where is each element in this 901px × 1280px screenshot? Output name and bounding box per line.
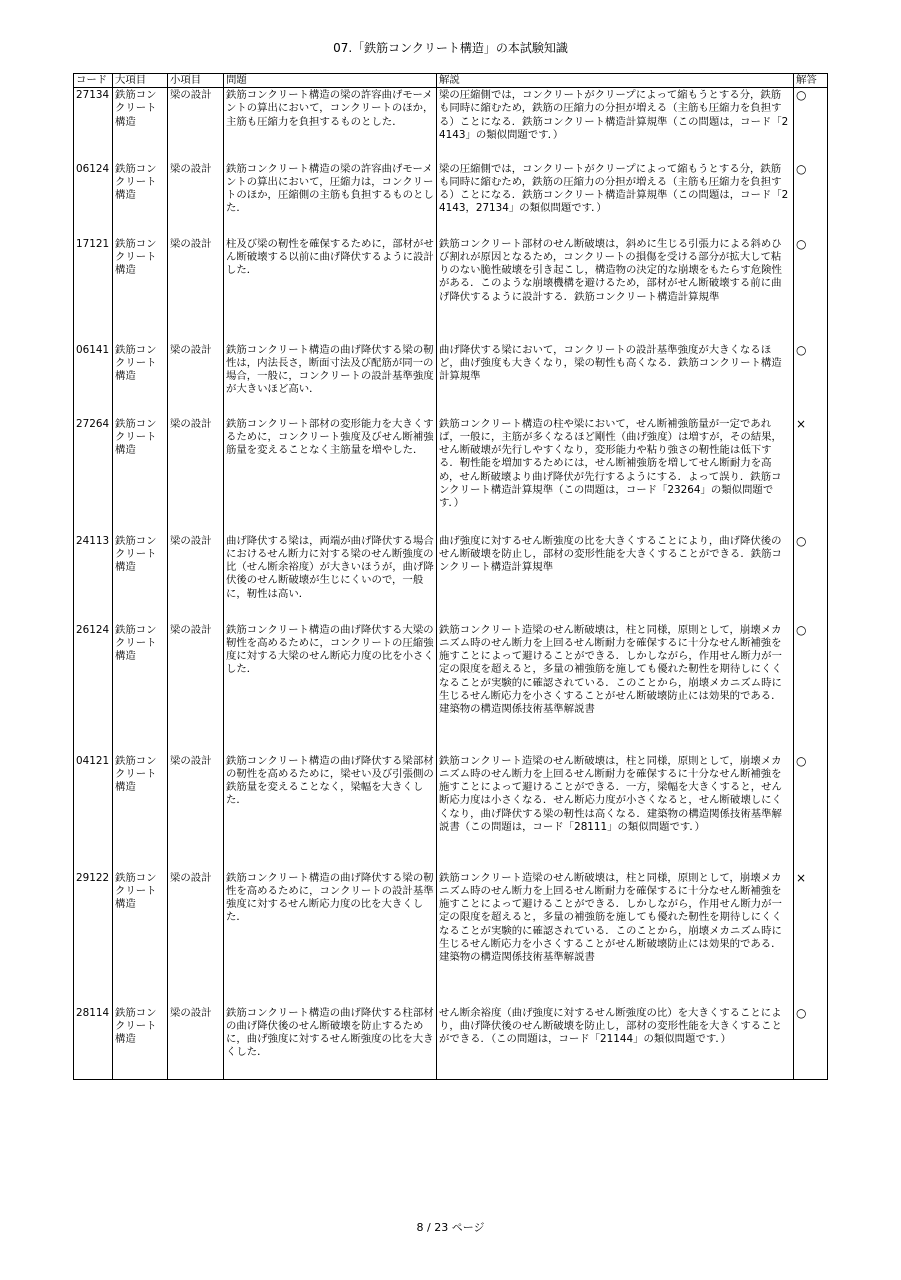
cell-question: 鉄筋コンクリート構造の曲げ降伏する梁の靭性を高めるために，コンクリートの設計基準強度に対するせん断応力度の比を大きくした．	[224, 871, 437, 1006]
cell-major: 鉄筋コンクリート構造	[113, 417, 168, 534]
table-row	[74, 417, 828, 534]
cell-answer: ○	[794, 754, 828, 871]
cell-explanation: 曲げ強度に対するせん断強度の比を大きくすることにより，曲げ降伏後のせん断破壊を防止し，部材の変形性能を大きくすることができる．鉄筋コンクリート構造計算規準	[437, 534, 794, 623]
table-row	[74, 1006, 828, 1080]
table-row	[74, 162, 828, 237]
cell-code: 28114	[74, 1006, 113, 1080]
cell-question: 曲げ降伏する梁は，両端が曲げ降伏する場合におけるせん断力に対する梁のせん断強度の比（せん断余裕度）が大きいほうが，曲げ降伏後のせん断破壊が生じにくいので，一般に，靭性は高い．	[224, 534, 437, 623]
cell-question: 鉄筋コンクリート構造の曲げ降伏する梁の靭性は，内法長さ，断面寸法及び配筋が同一の場合，一般に，コンクリートの設計基準強度が大きいほど高い．	[224, 343, 437, 417]
col-header-minor: 小項目	[168, 74, 224, 88]
col-header-answer: 解答	[794, 74, 828, 88]
cell-answer: ○	[794, 162, 828, 237]
cell-code: 27134	[74, 88, 113, 162]
cell-explanation: 曲げ降伏する梁において，コンクリートの設計基準強度が大きくなるほど，曲げ強度も大きくなり，梁の靭性も高くなる．鉄筋コンクリート構造計算規準	[437, 343, 794, 417]
cell-explanation: 鉄筋コンクリート造梁のせん断破壊は，柱と同様，原則として，崩壊メカニズム時のせん断力を上回るせん断耐力を確保するに十分なせん断補強を施すことによって避けることができる．一方，梁幅を大きくすると，せん断応力度は小さくなる．せん断応力度が小さくなると，せん断破壊しにくくなり，曲げ降伏する梁の靭性は高くなる．建築物の構造関係技術基準解説書（この問題は，コード「28111」の類似問題です．）	[437, 754, 794, 871]
cell-question: 鉄筋コンクリート構造の梁の許容曲げモーメントの算出において，圧縮力は，コンクリートのほか，圧縮側の主筋も負担するものとした．	[224, 162, 437, 237]
cell-code: 26124	[74, 623, 113, 754]
cell-minor: 梁の設計	[168, 417, 224, 534]
cell-code: 27264	[74, 417, 113, 534]
cell-major: 鉄筋コンクリート構造	[113, 88, 168, 162]
table-header-row	[74, 74, 828, 88]
cell-question: 柱及び梁の靭性を確保するために，部材がせん断破壊する以前に曲げ降伏するように設計した．	[224, 237, 437, 343]
cell-major: 鉄筋コンクリート構造	[113, 623, 168, 754]
cell-question: 鉄筋コンクリート構造の曲げ降伏する柱部材の曲げ降伏後のせん断破壊を防止するために，曲げ強度に対するせん断強度の比を大きくした．	[224, 1006, 437, 1080]
cell-minor: 梁の設計	[168, 754, 224, 871]
table-row	[74, 237, 828, 343]
cell-answer: ×	[794, 417, 828, 534]
cell-question: 鉄筋コンクリート構造の曲げ降伏する大梁の靭性を高めるために，コンクリートの圧縮強度に対する大梁のせん断応力度の比を小さくした．	[224, 623, 437, 754]
table-row	[74, 534, 828, 623]
table-row	[74, 871, 828, 1006]
cell-major: 鉄筋コンクリート構造	[113, 343, 168, 417]
cell-minor: 梁の設計	[168, 871, 224, 1006]
cell-question: 鉄筋コンクリート構造の曲げ降伏する梁部材の靭性を高めるために，梁せい及び引張側の鉄筋量を変えることなく，梁幅を大きくした．	[224, 754, 437, 871]
cell-explanation: 鉄筋コンクリート構造の柱や梁において，せん断補強筋量が一定であれば，一般に，主筋が多くなるほど剛性（曲げ強度）は増すが，その結果，せん断破壊が先行しやすくなり，変形能力や粘り強さの靭性能は低下する．靭性能を増加するためには，せん断補強筋を増してせん断耐力を高め，せん断破壊より曲げ降伏が先行するようにする．よって誤り．鉄筋コンクリート構造計算規準（この問題は，コード「23264」の類似問題です．）	[437, 417, 794, 534]
col-header-question: 問題	[224, 74, 437, 88]
cell-question: 鉄筋コンクリート構造の梁の許容曲げモーメントの算出において，コンクリートのほか，主筋も圧縮力を負担するものとした．	[224, 88, 437, 162]
col-header-explanation: 解説	[437, 74, 794, 88]
cell-major: 鉄筋コンクリート構造	[113, 237, 168, 343]
cell-answer: ○	[794, 1006, 828, 1080]
page-title: 07.「鉄筋コンクリート構造」の本試験知識	[333, 41, 568, 55]
cell-code: 24113	[74, 534, 113, 623]
cell-answer: ×	[794, 871, 828, 1006]
col-header-major: 大項目	[113, 74, 168, 88]
table-row	[74, 88, 828, 162]
cell-explanation: 梁の圧縮側では，コンクリートがクリープによって縮もうとする分，鉄筋も同時に縮むため，鉄筋の圧縮力の分担が増える（主筋も圧縮力を負担する）ことになる．鉄筋コンクリート構造計算規準（この問題は，コード「24143」の類似問題です．）	[437, 88, 794, 162]
cell-code: 06124	[74, 162, 113, 237]
cell-minor: 梁の設計	[168, 237, 224, 343]
cell-code: 29122	[74, 871, 113, 1006]
cell-code: 17121	[74, 237, 113, 343]
cell-answer: ○	[794, 343, 828, 417]
cell-major: 鉄筋コンクリート構造	[113, 754, 168, 871]
cell-code: 04121	[74, 754, 113, 871]
qa-table	[73, 73, 828, 1080]
cell-answer: ○	[794, 534, 828, 623]
table-row	[74, 754, 828, 871]
cell-explanation: 鉄筋コンクリート造梁のせん断破壊は，柱と同様，原則として，崩壊メカニズム時のせん断力を上回るせん断耐力を確保するに十分なせん断補強を施すことによって避けることができる．しかしながら，作用せん断力が一定の限度を超えると，多量の補強筋を施しても優れた靭性を期待しにくくなることが実験的に確認されている．このことから，崩壊メカニズム時に生じるせん断応力を小さくすることがせん断破壊防止には効果的である．建築物の構造関係技術基準解説書	[437, 871, 794, 1006]
cell-code: 06141	[74, 343, 113, 417]
cell-minor: 梁の設計	[168, 343, 224, 417]
cell-minor: 梁の設計	[168, 623, 224, 754]
table-row	[74, 343, 828, 417]
cell-explanation: 梁の圧縮側では，コンクリートがクリープによって縮もうとする分，鉄筋も同時に縮むため，鉄筋の圧縮力の分担が増える（主筋も圧縮力を負担する）ことになる．鉄筋コンクリート構造計算規準（この問題は，コード「24143，27134」の類似問題です．）	[437, 162, 794, 237]
cell-explanation: 鉄筋コンクリート部材のせん断破壊は，斜めに生じる引張力による斜めひび割れが原因となるため，コンクリートの損傷を受ける部分が拡大して粘りのない脆性破壊を引き起こし，構造物の決定的な崩壊をもたらす危険性がある．このような崩壊機構を避けるため，部材がせん断破壊する前に曲げ降伏するように設計する．鉄筋コンクリート構造計算規準	[437, 237, 794, 343]
cell-answer: ○	[794, 623, 828, 754]
cell-answer: ○	[794, 237, 828, 343]
cell-major: 鉄筋コンクリート構造	[113, 1006, 168, 1080]
cell-explanation: 鉄筋コンクリート造梁のせん断破壊は，柱と同様，原則として，崩壊メカニズム時のせん断力を上回るせん断耐力を確保するに十分なせん断補強を施すことによって避けることができる．しかしながら，作用せん断力が一定の限度を超えると，多量の補強筋を施しても優れた靭性を期待しにくくなることが実験的に確認されている．このことから，崩壊メカニズム時に生じるせん断応力を小さくすることがせん断破壊防止には効果的である．建築物の構造関係技術基準解説書	[437, 623, 794, 754]
cell-minor: 梁の設計	[168, 88, 224, 162]
page-number-footer: 8 / 23 ページ	[416, 1221, 485, 1234]
cell-explanation: せん断余裕度（曲げ強度に対するせん断強度の比）を大きくすることにより，曲げ降伏後のせん断破壊を防止し，部材の変形性能を大きくすることができる．（この問題は，コード「21144」の類似問題です．）	[437, 1006, 794, 1080]
cell-minor: 梁の設計	[168, 162, 224, 237]
table-row	[74, 623, 828, 754]
cell-major: 鉄筋コンクリート構造	[113, 871, 168, 1006]
cell-minor: 梁の設計	[168, 1006, 224, 1080]
cell-question: 鉄筋コンクリート部材の変形能力を大きくするために，コンクリート強度及びせん断補強筋量を変えることなく主筋量を増やした．	[224, 417, 437, 534]
col-header-code: コード	[74, 74, 113, 88]
cell-major: 鉄筋コンクリート構造	[113, 534, 168, 623]
cell-major: 鉄筋コンクリート構造	[113, 162, 168, 237]
cell-answer: ○	[794, 88, 828, 162]
cell-minor: 梁の設計	[168, 534, 224, 623]
